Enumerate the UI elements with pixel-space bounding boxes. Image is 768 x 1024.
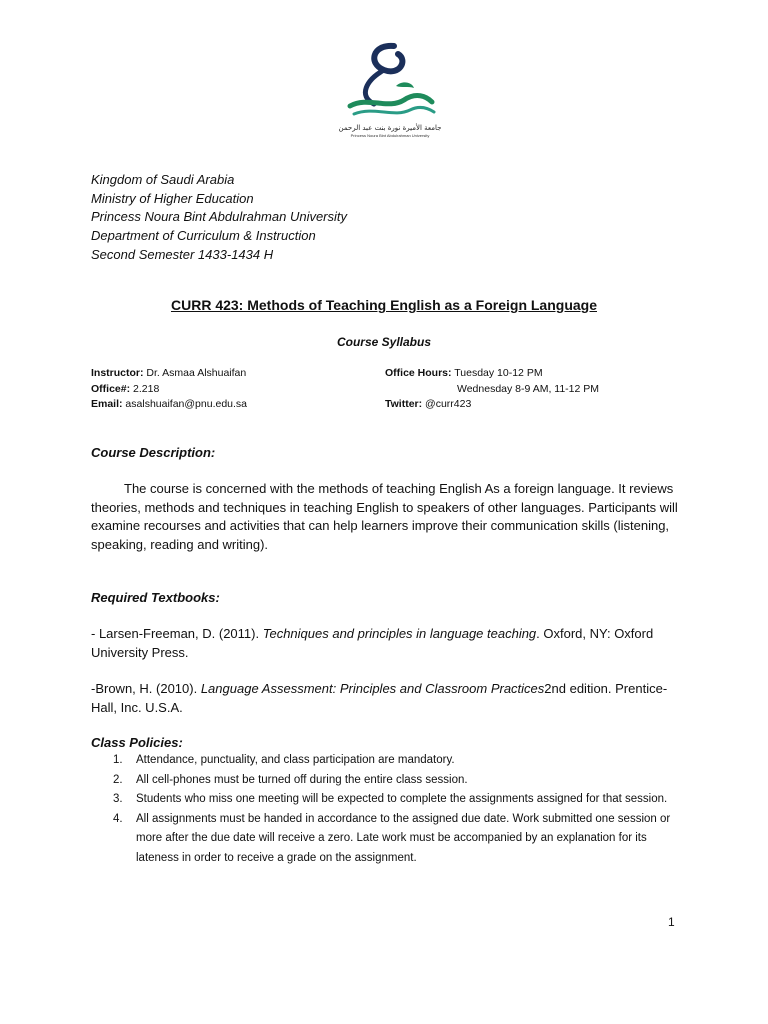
email-value: asalshuaifan@pnu.edu.sa	[122, 398, 248, 410]
textbook-2-author: -Brown, H. (2010).	[91, 681, 201, 696]
list-item	[91, 751, 681, 771]
header-line: Department of Curriculum & Instruction	[91, 228, 316, 244]
email-row	[91, 397, 247, 413]
instructor-label: Instructor:	[91, 367, 144, 379]
list-item	[91, 810, 681, 869]
course-title: CURR 423: Methods of Teaching English as a Foreign Language	[170, 297, 597, 313]
twitter-value: @curr423	[422, 398, 472, 410]
list-item-text: All assignments must be handed in accordance to the assigned due date. Work submitted one session or more after the due date will receive a zero. Late work must be accompanied by an explanation for its lateness in order to receive a grade on the assignment.	[136, 812, 671, 864]
office-hours-label: Office Hours:	[385, 367, 452, 379]
office-hours-info	[385, 366, 599, 413]
class-policies-heading: Class Policies:	[91, 735, 183, 750]
list-item-number: 3.	[113, 793, 123, 805]
list-item-number: 1.	[113, 754, 123, 766]
office-row	[91, 382, 247, 398]
office-label: Office#:	[91, 382, 131, 395]
textbooks-heading: Required Textbooks:	[91, 590, 220, 605]
list-item	[91, 771, 681, 791]
email-label: Email:	[91, 398, 123, 410]
twitter-label: Twitter:	[385, 398, 423, 410]
course-description-text: The course is concerned with the methods of teaching English As a foreign language. It reviews theories, methods and techniques in teaching English to speakers of other languages. Participants will examine recourses and activities that can help learners improve their communication skills (listening, speaking, reading and writing).	[91, 481, 678, 552]
logo-arabic-name: جامعة الأميرة نورة بنت عبد الرحمن	[338, 124, 442, 132]
header-line: Princess Noura Bint Abdulrahman University	[91, 209, 348, 225]
textbook-1	[91, 625, 681, 662]
logo-english-name: Princess Noura Bint Abdulrahman University	[350, 133, 430, 138]
course-description-heading: Course Description:	[91, 445, 216, 460]
page-number: 1	[668, 915, 675, 929]
instructor-info	[91, 366, 247, 413]
textbook-2-title: Language Assessment: Principles and Classroom Practices	[200, 681, 545, 696]
class-policies-list	[91, 751, 681, 868]
list-item-number: 2.	[113, 773, 123, 786]
office-hours-value: Tuesday 10-12 PM	[451, 367, 543, 379]
office-hours-row-2: Wednesday 8-9 AM, 11-12 PM	[457, 382, 600, 395]
textbook-2-publisher: 2nd edition. Prentice-Hall, Inc. U.S.A.	[91, 681, 668, 715]
university-emblem-icon	[338, 40, 442, 124]
institution-header	[91, 171, 347, 265]
university-logo	[338, 40, 442, 140]
list-item-text: Attendance, punctuality, and class participation are mandatory.	[136, 754, 455, 766]
list-item-number: 4.	[113, 812, 123, 825]
header-line: Second Semester 1433-1434 H	[91, 246, 274, 262]
textbook-1-author: - Larsen-Freeman, D. (2011).	[91, 626, 263, 641]
list-item	[91, 790, 681, 810]
list-item-text: All cell-phones must be turned off during the entire class session.	[136, 773, 468, 786]
office-value: 2.218	[130, 382, 160, 395]
textbook-1-title: Techniques and principles in language teaching	[262, 626, 537, 641]
instructor-value: Dr. Asmaa Alshuaifan	[143, 367, 247, 379]
twitter-row	[385, 397, 599, 413]
office-hours-row	[385, 366, 599, 382]
textbook-1-publisher: . Oxford, NY: Oxford University Press.	[91, 626, 654, 660]
instructor-row	[91, 366, 247, 382]
header-line: Kingdom of Saudi Arabia	[91, 172, 235, 187]
textbook-2	[91, 680, 681, 717]
list-item-text: Students who miss one meeting will be expected to complete the assignments assigned for that session.	[136, 793, 668, 805]
course-subtitle: Course Syllabus	[336, 335, 432, 349]
header-line: Ministry of Higher Education	[91, 190, 254, 206]
